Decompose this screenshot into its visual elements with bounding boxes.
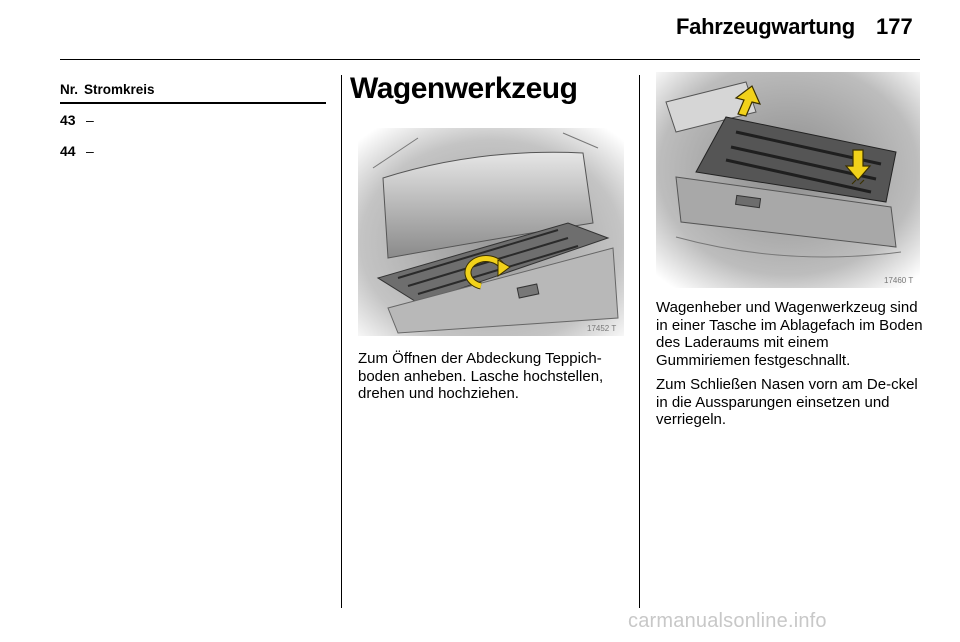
figure-code: 17452 T	[587, 324, 617, 333]
column-divider-right	[639, 75, 640, 608]
column-divider-left	[341, 75, 342, 608]
paragraph-close-cover: Zum Schließen Nasen vorn am De-ckel in die Aussparungen einsetzen und verriegeln.	[656, 376, 918, 428]
page-header-title: Fahrzeugwartung	[676, 14, 855, 39]
table-row	[60, 112, 94, 128]
column-header-nr: Nr.	[60, 82, 79, 97]
column-header-circuit: Stromkreis	[84, 82, 155, 97]
figure-code: 17460 T	[884, 276, 914, 285]
fuse-circuit: –	[86, 112, 94, 128]
fuse-table-header	[60, 82, 161, 97]
fuse-number: 43	[60, 112, 76, 128]
table-row	[60, 143, 94, 159]
page-number: 177	[876, 14, 913, 39]
paragraph-open-cover: Zum Öffnen der Abdeckung Teppich-boden anheben. Lasche hochstellen, drehen und hochziehen.	[358, 350, 604, 402]
paragraph-jack-storage: Wagenheber und Wagenwerkzeug sind in einer Tasche im Ablagefach im Boden des Laderaums mit einem Gummiriemen festgeschnallt.	[656, 299, 923, 369]
figure-cargo-floor	[358, 128, 624, 336]
header-divider	[60, 59, 920, 60]
watermark-text: carmanualsonline.info	[628, 610, 827, 632]
fuse-circuit: –	[86, 143, 94, 159]
fuse-table-rule	[60, 102, 326, 104]
section-title: Wagenwerkzeug	[350, 72, 578, 105]
fuse-number: 44	[60, 143, 76, 159]
figure-storage-compartment	[656, 72, 920, 288]
